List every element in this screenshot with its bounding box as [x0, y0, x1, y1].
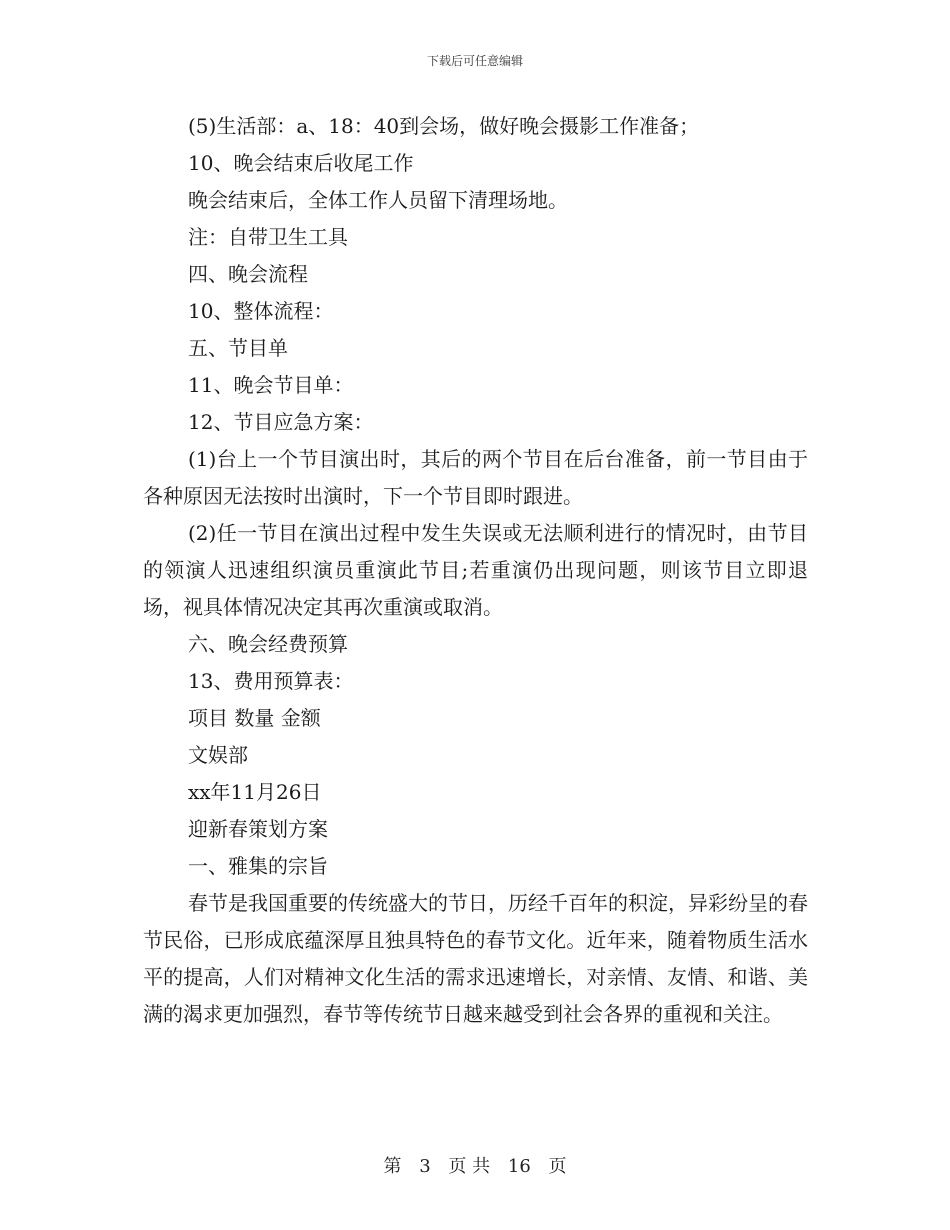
header-text: 下载后可任意编辑: [426, 54, 523, 68]
section-heading: 六、晚会经费预算: [188, 632, 348, 656]
footer-middle: 页 共: [448, 1156, 491, 1177]
section-heading: 五、节目单: [188, 336, 288, 360]
page-footer: [0, 1152, 950, 1178]
paragraph: (5)生活部：a、18：40到会场，做好晚会摄影工作准备；: [188, 114, 700, 138]
paragraph: 11、晚会节目单：: [188, 373, 354, 397]
paragraph: 文娱部: [188, 743, 248, 767]
section-heading: 四、晚会流程: [188, 262, 308, 286]
paragraph: 春节是我国重要的传统盛大的节日，历经千百年的积淀，异彩纷呈的春节民俗，已形成底蕴深厚且独具特色的春节文化。近年来，随着物质生活水平的提高，人们对精神文化生活的需求迅速增长，对亲情、友情、和谐、美满的渴求更加强烈，春节等传统节日越来越受到社会各界的重视和关注。: [143, 891, 808, 1026]
paragraph: 13、费用预算表：: [188, 669, 354, 693]
footer-page-number: 3: [419, 1156, 431, 1177]
page-header: [0, 52, 950, 69]
paragraph: xx年11月26日: [188, 780, 322, 804]
paragraph: 注：自带卫生工具: [188, 225, 348, 249]
paragraph: 10、整体流程：: [188, 299, 334, 323]
footer-suffix: 页: [548, 1156, 567, 1177]
footer-total-pages: 16: [507, 1156, 531, 1177]
paragraph: 晚会结束后，全体工作人员留下清理场地。: [188, 188, 568, 212]
paragraph: (1)台上一个节目演出时，其后的两个节目在后台准备，前一节目由于各种原因无法按时出演时，下一个节目即时跟进。: [143, 447, 808, 508]
paragraph: 项目 数量 金额: [188, 706, 321, 730]
paragraph: 12、节目应急方案：: [188, 410, 374, 434]
section-heading: 一、雅集的宗旨: [188, 854, 328, 878]
footer-prefix: 第: [383, 1156, 402, 1177]
document-title: 迎新春策划方案: [188, 817, 328, 841]
paragraph: (2)任一节目在演出过程中发生失误或无法顺利进行的情况时，由节目的领演人迅速组织演员重演此节目;若重演仍出现问题，则该节目立即退场，视具体情况决定其再次重演或取消。: [143, 521, 808, 619]
document-body: [143, 108, 808, 1033]
paragraph: 10、晚会结束后收尾工作: [188, 151, 414, 175]
